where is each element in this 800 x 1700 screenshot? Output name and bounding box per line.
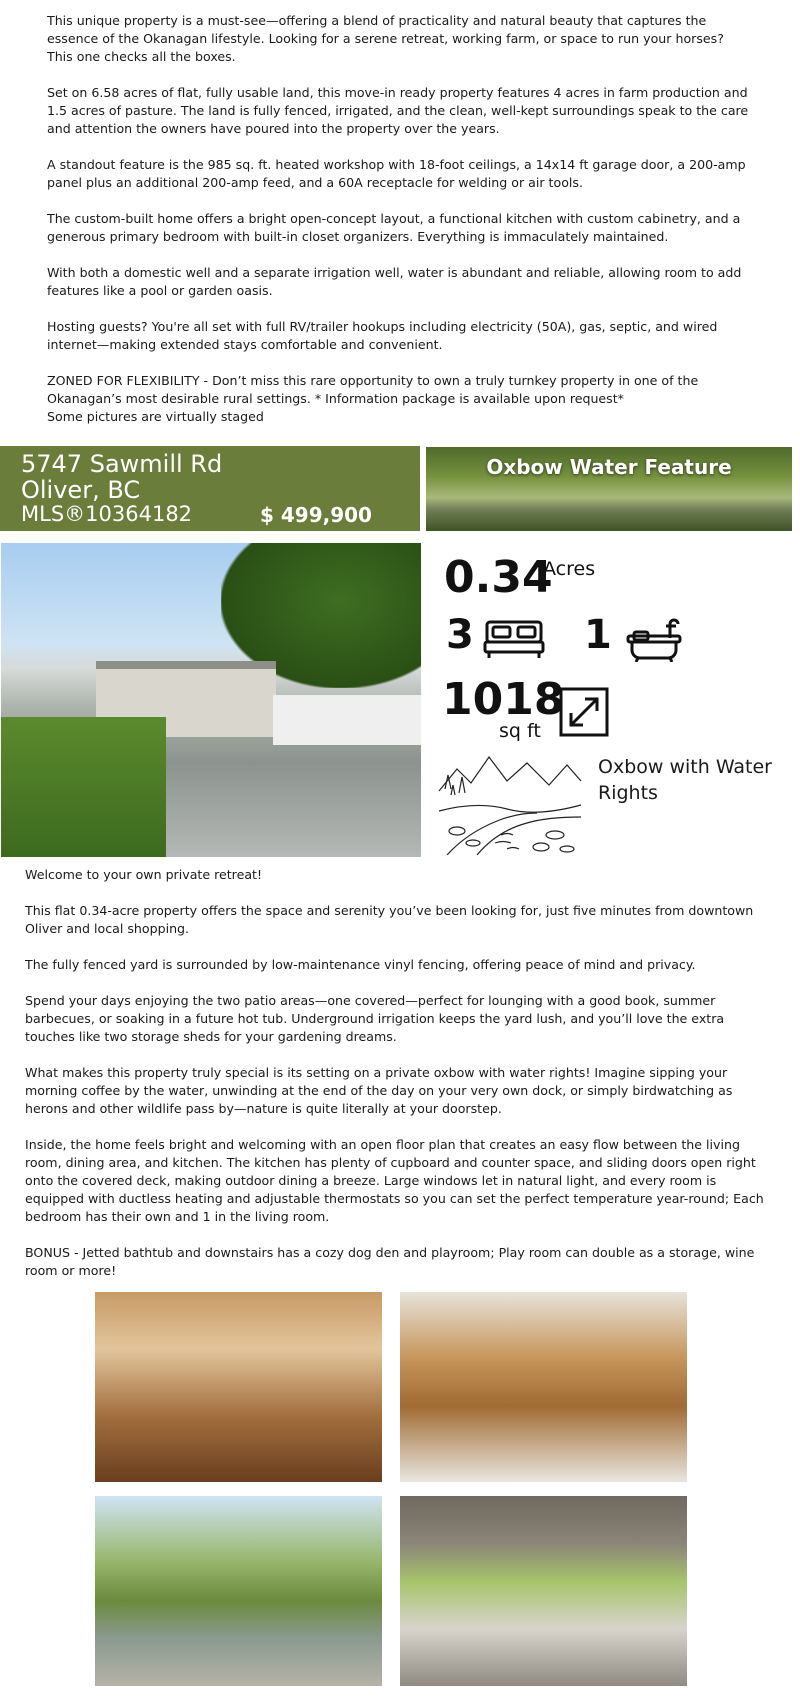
intro-paragraph: A standout feature is the 985 sq. ft. heated workshop with 18-foot ceilings, a 14x14 ft garage door, a 200-amp panel plus an additional 200-amp feed, and a 60A receptacle for welding or air tools. bbox=[47, 157, 746, 190]
description-paragraph: BONUS - Jetted bathtub and downstairs has a cozy dog den and playroom; Play room can double as a storage, wine room or more! bbox=[25, 1245, 755, 1278]
lawn-shape bbox=[1, 717, 166, 857]
description-paragraph: Spend your days enjoying the two patio areas—one covered—perfect for lounging with a good book, summer barbecues, or soaking in a future hot tub. Underground irrigation keeps the yard lush, and you’ll love the extra touches like two storage sheds for your gardening dreams. bbox=[25, 993, 725, 1044]
oxbow-water-photo bbox=[426, 447, 792, 531]
mls-number: MLS®10364182 bbox=[21, 502, 193, 526]
listing-banner bbox=[0, 446, 420, 531]
living-room-photo bbox=[95, 1292, 382, 1482]
expand-arrows-icon bbox=[559, 687, 609, 737]
intro-paragraph: Hosting guests? You're all set with full RV/trailer hookups including electricity (50A), gas, septic, and wired internet—making extended stays comfortable and convenient. bbox=[47, 319, 718, 352]
water-feature-label: Oxbow with Water Rights bbox=[598, 756, 772, 804]
intro-description bbox=[47, 12, 753, 444]
stream-illustration-icon bbox=[437, 751, 583, 855]
intro-paragraph: With both a domestic well and a separate irrigation well, water is abundant and reliable, allowing room to add features like a pool or garden oasis. bbox=[47, 265, 742, 298]
square-feet-value: 1018 bbox=[442, 674, 565, 725]
house-exterior-photo bbox=[1, 543, 421, 857]
bathrooms-value: 1 bbox=[584, 612, 612, 658]
photo-caption: Oxbow Water Feature bbox=[486, 455, 732, 479]
covered-deck-photo bbox=[400, 1496, 687, 1686]
intro-paragraph: ZONED FOR FLEXIBILITY - Don’t miss this rare opportunity to own a truly turnkey property in one of the Okanagan’s most desirable rural settings. * Information package is available upon request* Some pictures are virtually staged bbox=[47, 373, 699, 424]
property-description bbox=[25, 866, 775, 1298]
address-street: 5747 Sawmill Rd bbox=[21, 450, 223, 478]
description-paragraph: This flat 0.34-acre property offers the space and serenity you’ve been looking for, just five minutes from downtown Oliver and local shopping. bbox=[25, 903, 754, 936]
bed-icon bbox=[483, 618, 545, 660]
description-paragraph: Inside, the home feels bright and welcoming with an open floor plan that creates an easy flow between the living room, dining area, and kitchen. The kitchen has plenty of cupboard and counter space, and sliding doors open right onto the covered deck, making outdoor dining a breeze. Large windows let in natural light, and every room is equipped with ductless heating and adjustable thermostats so you can set the perfect temperature year-round; Each bedroom has their own and 1 in the living room. bbox=[25, 1137, 764, 1224]
intro-paragraph: This unique property is a must-see—offering a blend of practicality and natural beauty that captures the essence of the Okanagan lifestyle. Looking for a serene retreat, working farm, or space to run your horses? This one checks all the boxes. bbox=[47, 13, 724, 64]
acres-value: 0.34 bbox=[444, 552, 553, 603]
creek-photo bbox=[95, 1496, 382, 1686]
description-paragraph: The fully fenced yard is surrounded by low-maintenance vinyl fencing, offering peace of mind and privacy. bbox=[25, 957, 696, 972]
bedrooms-value: 3 bbox=[446, 612, 474, 658]
intro-paragraph: The custom-built home offers a bright open-concept layout, a functional kitchen with custom cabinetry, and a generous primary bedroom with built-in closet organizers. Everything is immaculately maintained. bbox=[47, 211, 741, 244]
intro-paragraph: Set on 6.58 acres of flat, fully usable land, this move-in ready property features 4 acres in farm production and 1.5 acres of pasture. The land is fully fenced, irrigated, and the clean, well-kept surroundings speak to the care and attention the owners have poured into the property over the years. bbox=[47, 85, 749, 136]
square-feet-label: sq ft bbox=[499, 720, 541, 742]
listing-price: $ 499,900 bbox=[260, 503, 372, 527]
description-paragraph: Welcome to your own private retreat! bbox=[25, 867, 263, 882]
bathtub-icon bbox=[626, 618, 682, 662]
description-paragraph: What makes this property truly special is its setting on a private oxbow with water rights! Imagine sipping your morning coffee by the water, unwinding at the end of the day on your very own dock, or simply birdwatching as herons and other wildlife pass by—nature is quite literally at your doorstep. bbox=[25, 1065, 733, 1116]
fence-shape bbox=[273, 695, 421, 745]
kitchen-photo bbox=[400, 1292, 687, 1482]
acres-label: Acres bbox=[543, 558, 596, 580]
address-city: Oliver, BC bbox=[21, 476, 141, 504]
